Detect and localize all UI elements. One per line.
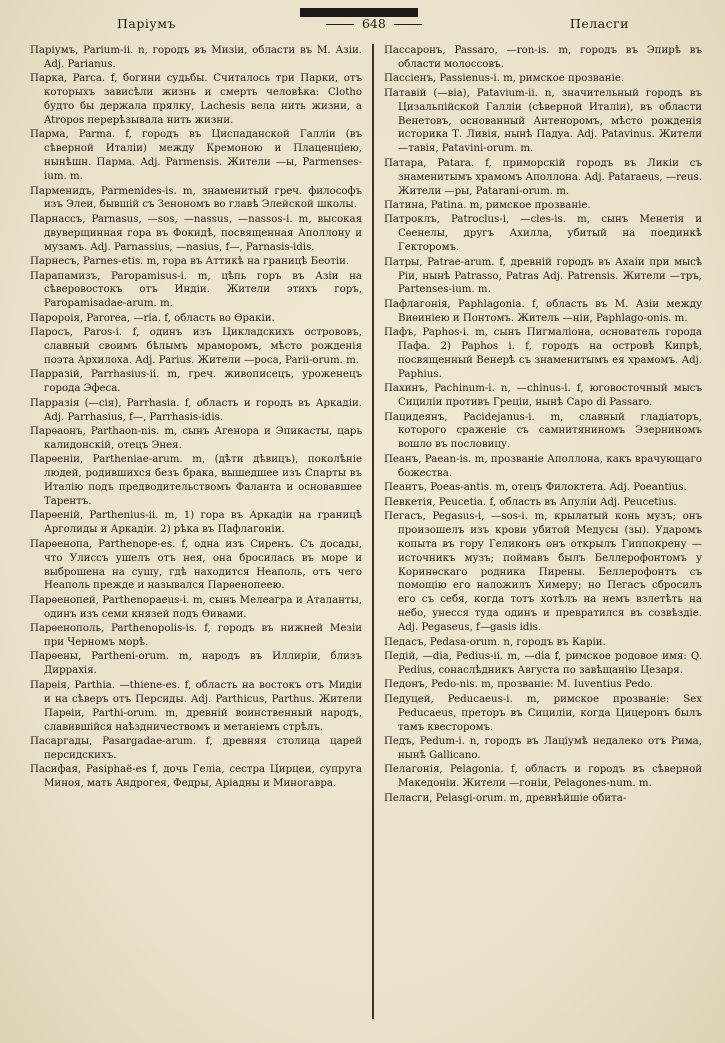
dictionary-entry: Пеантъ, Poeas-antis. m, отецъ Филоктета. Adj. Poeantius. — [384, 482, 687, 494]
right-column — [384, 44, 702, 805]
dictionary-entry: Пахинъ, Pachinum-i. n, —chinus-i. f, юговосточный мысъ Сициліи противъ Греціи, нынѣ Capo di Passaro. — [384, 383, 702, 409]
dictionary-entry: Пассаронъ, Passaro, —ron-is. m, городъ въ Эпирѣ въ области молоссовъ. — [384, 45, 702, 70]
dictionary-entry: Патара, Patara. f, приморскій городъ въ Ликіи съ знаменитымъ храмомъ Аполлона. Adj. Pataraeus, —reus. Жители —ры, Patarani-orum. m. — [384, 157, 702, 197]
dictionary-entry: Паросъ, Paros-i. f, одинъ изъ Цикладскихъ острововъ, славный своимъ бѣлымъ мраморомъ, мѣсто рожденія поэта Архилоха. Adj. Parius. Жители —роса, Parii-orum. m. — [30, 327, 362, 366]
header-dash-left — [326, 24, 354, 25]
dictionary-entry: Парѳеніи, Partheniae-arum. m, (дѣти дѣвицъ), поколѣніе людей, родившихся безъ брака, вышедшее изъ Спарты въ Италію подъ предводительствомъ Фаланта и основавшее Тарентъ. — [30, 454, 362, 507]
dictionary-entry: Пасифая, Pasiphaë-es f, дочь Геліа, сестра Цирцеи, супруга Миноя, мать Андрогея, Федры, Аріадны и Миногавра. — [30, 764, 362, 790]
dictionary-entry: Парѳенопей, Parthenopaeus-i. m, сынъ Мелеагра и Аталанты, одинъ изъ семи князей подъ Ѳивами. — [30, 594, 362, 620]
header-right-word: Пеласги — [569, 16, 629, 31]
dictionary-entry: Парнассъ, Parnasus, —sos, —nassus, —nassos-i. m, высокая двуверщинная гора въ Фокидѣ, посвященная Аполлону и музамъ. Adj. Parnassius, —nasius, f—, Parnasis-idis. — [30, 213, 362, 253]
page-number: 648 — [361, 16, 386, 31]
page-header — [22, 16, 699, 38]
dictionary-entry: Педасъ, Pedasa-orum. n, городъ въ Каріи. — [384, 636, 606, 648]
dictionary-entry: Пассіенъ, Passienus-i. m, римское прозваніе. — [384, 73, 625, 85]
dictionary-entry: Парразій, Parrhasius-ii. m, греч. живописецъ, уроженецъ города Эфеса. — [30, 369, 362, 395]
dictionary-entry: Пеанъ, Paean-is. m, прозваніе Аполлона, какъ врачующаго божества. — [384, 453, 702, 479]
dictionary-entry: Патры, Patrae-arum. f, древній городъ въ Ахаіи при мысѣ Ріи, нынѣ Patrasso, Patras Adj. Patrensis. Жители —тръ, Partenses-ium. m. — [384, 256, 702, 296]
dictionary-entry: Патавій (—віа), Patavium-ii. n, значительный городъ въ Цизальпійской Галліи (сѣверной Италіи), въ области Венетовъ, основанный Антеноромъ, мѣсто рожденія историка Т. Ливія, нынѣ Падуа. Adj. Patavinus. Жители —тавія, Patavini-orum. m. — [384, 87, 702, 155]
dictionary-entry: Парапамизъ, Paropamisus-i. m, цѣпь горъ въ Азіи на сѣверовостокъ отъ Индіи. Жители этихъ горъ, Paropamisadae-arum. m. — [30, 270, 362, 310]
dictionary-entry: Педъ, Pedum-i. n, городъ въ Лаціумѣ недалеко отъ Рима, нынѣ Gallicano. — [384, 735, 702, 761]
dictionary-entry: Парнесъ, Parnes-etis. m, гора въ Аттикѣ на границѣ Беотіи. — [30, 256, 350, 268]
dictionary-entry: Парѳія, Parthia. —thiene-es. f, область на востокъ отъ Мидіи и на сѣверъ отъ Персиды. Adj. Parthicus, Parthus. Жители Парѳіи, Parthi-orum. m, древній воинственный народъ, славившійся наѣздничествомъ и метаніемъ стрѣлъ. — [30, 679, 362, 733]
dictionary-entry: Парменидъ, Parmenides-is. m, знаменитый греч. философъ изъ Элеи, бывшій съ Зенономъ во главѣ Элейской школы. — [30, 185, 362, 211]
dictionary-entry: Пасаргады, Pasargadae-arum. f, древняя столица царей персидскихъ. — [30, 735, 362, 761]
dictionary-entry: Парѳеній, Parthenius-ii. m, 1) гора въ Аркадіи на границѣ Арголиды и Аркадіи. 2) рѣка въ Пафлагоніи. — [30, 510, 362, 536]
dictionary-entry: Парма, Parma. f, городъ въ Циспаданской Галліи (въ сѣверной Италіи) между Кремоною и Плаценціею, нынѣшн. Парма. Adj. Parmensis. Жители —ы, Parmenses-ium. m. — [30, 129, 362, 183]
dictionary-entry: Певкетія, Peucetia. f, область въ Апуліи Adj. Peucetius. — [384, 496, 677, 508]
dictionary-entry: Пафъ, Paphos-i. m, сынъ Пигмаліона, основатель города Пафа. 2) Paphos i. f, городъ на островѣ Кипрѣ, посвященный Венерѣ съ знаменитымъ ея храмомъ. Adj. Paphius. — [384, 327, 702, 380]
header-dash-right — [394, 24, 422, 25]
dictionary-entry: Пацидеянъ, Pacidejanus-i. m, славный гладіаторъ, которого сраженіе съ самнитяниномъ Эзерниномъ вошло въ пословицу. — [384, 411, 702, 451]
dictionary-entry: Пафлагонія, Paphlagonia. f, область въ М. Азіи между Виѳиніею и Понтомъ. Житель —ніи, Paphlago-onis. m. — [384, 298, 702, 324]
dictionary-entry: Пелагонія, Pelagonia. f, область и городъ въ сѣверной Македоніи. Жители —гоніи, Pelagones-num. m. — [384, 764, 702, 790]
header-page-number-group — [322, 16, 426, 31]
dictionary-entry: Педонъ, Pedo-nis. m, прозваніе: M. Iuventius Pedo. — [384, 679, 654, 691]
dictionary-entry: Педій, —dia, Pedius-ii. m, —dia f, римское родовое имя: Q. Pedius, сонаслѣдникъ Августа по завѣщанію Цезаря. — [384, 650, 702, 676]
dictionary-entry: Пегасъ, Pegasus-i, —sos-i. m, крылатый конь музъ; онъ произошелъ изъ крови убитой Медусы (зы). Ударомъ копыта въ гору Геликонъ онъ открылъ Гиппокрену — источникъ музъ; поймавъ былъ Беллерофонтомъ у Коринѳскаго родника Пирены. Беллерофонтъ съ помощію его наложилъ Химеру; но Пегасъ сбросилъ его съ себя, когда тотъ хотѣлъ на немъ взлетѣть на небо, унесся туда одинъ и превратился въ созвѣздіе. Adj. Pegaseus, f—gasis idis. — [384, 510, 702, 634]
dictionary-entry: Паріумъ, Parium-ii. n, городъ въ Мизіи, области въ М. Азіи. Adj. Parianus. — [30, 45, 362, 70]
header-left-word: Паріумъ — [117, 16, 176, 31]
dictionary-entry: Парка, Parca. f, богини судьбы. Считалось три Парки, отъ которыхъ зависѣли жизнь и смерть человѣка: Clotho будто бы держала прялку, Lachesis вела нить жизни, а Atropos перерѣзывала нить жизни. — [30, 73, 362, 127]
dictionary-entry: Парѳенопа, Parthenope-es. f, одна изъ Сиренъ. Съ досады, что Улиссъ ушелъ отъ нея, она бросилась въ море и выброшена на сушу, гдѣ находится Неаполь, отъ чего Неаполь прежде и назывался Парѳенопеею. — [30, 538, 362, 592]
dictionary-entry: Парѳенополь, Parthenopolis-is. f, городъ въ нижней Мезіи при Черномъ морѣ. — [30, 623, 362, 649]
dictionary-entry: Паророія, Parorea, —ria. f, область во Ѳракіи. — [30, 312, 275, 324]
dictionary-entry: Педуцей, Peducaeus-i. m, римское прозваніе: Sex Peducaeus, преторъ въ Сициліи, когда Цицеронъ былъ тамъ квесторомъ. — [384, 693, 702, 733]
left-column — [30, 44, 362, 791]
dictionary-entry: Патроклъ, Patroclus-i, —cles-is. m, сынъ Менетія и Сѳенелы, другъ Ахилла, убитый на поединкѣ Гекторомъ. — [384, 214, 702, 254]
dictionary-entry: Патина, Patina. m, римское прозваніе. — [384, 199, 591, 211]
dictionary-entry: Парѳаонъ, Parthaon-nis. m, сынъ Агенора и Эпикасты, царь калидонскій, отецъ Энея. — [30, 425, 362, 451]
dictionary-entry: Пеласги, Pelasgi-orum. m, древнѣйшіе обита- — [384, 792, 627, 804]
column-divider — [372, 44, 374, 1019]
dictionary-entry: Парѳены, Partheni-orum. m, народъ въ Иллиріи, близъ Диррахія. — [30, 651, 362, 677]
dictionary-entry: Парразія (—сія), Parrhasia. f, область и городъ въ Аркадіи. Adj. Parrhasius, f—, Parrhasis-idis. — [30, 397, 362, 423]
